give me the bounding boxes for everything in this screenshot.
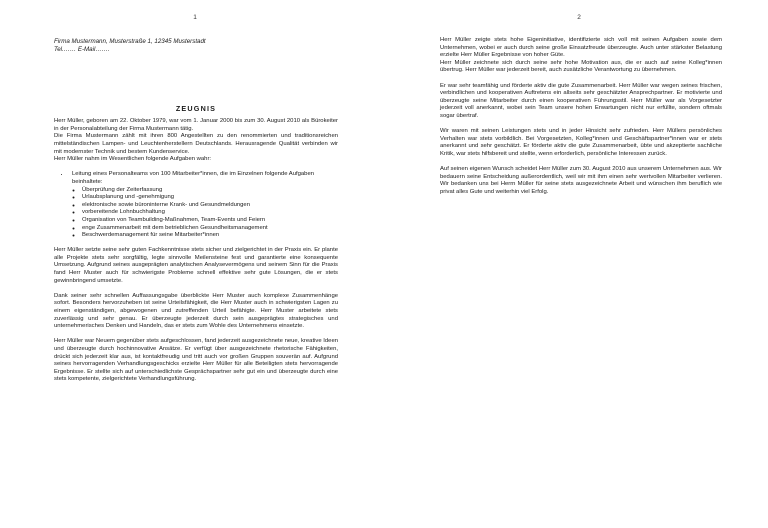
intro-line: Herr Müller nahm im Wesentlichen folgende Aufgaben wahr: — [54, 156, 212, 163]
page-number: 1 — [193, 14, 197, 21]
subtask-item: ◦ enge Zusammenarbeit mit dem betrieblichen Gesundheitsmanagement — [82, 225, 338, 233]
subtask-item: ◦ Organisation von Teambuilding-Maßnahmen, Team-Events und Feiern — [82, 217, 338, 225]
body-paragraph: Herr Müller setzte seine sehr guten Fachkenntnisse stets sicher und zielgerichtet in der Praxis ein. Er plante alle Projekte stets sehr sorgfältig, legte sinnvolle Meilensteine fest und garantierte eine konsequente Umsetzung. Aufgrund seines ausgeprägten analytischen Analysevermögens und seinem Sinn für die Praxis fand Herr Muster auch für schwierigste Probleme schnell effektive sehr gute Lösungen, die er stets gewinnbringend umsetzte. — [54, 247, 338, 284]
page-2 — [384, 0, 768, 528]
document-title: ZEUGNIS — [175, 103, 217, 113]
subtask-item: ◦ Urlaubsplanung und -genehmigung — [82, 194, 338, 202]
task-main-text: Leitung eines Personalteams von 100 Mitarbeiter*innen, die im Einzelnen folgende Aufgaben beinhaltete: — [72, 171, 315, 185]
task-list — [54, 171, 338, 239]
page-content — [54, 38, 338, 392]
letterhead-contact: Tel.…… E-Mail……. — [54, 45, 110, 53]
body-paragraph: Dank seiner sehr schnellen Auffassungsgabe überblickte Herr Muster auch komplexe Zusammenhänge sofort. Besonders hervorzuheben ist seine Urteilsfähigkeit, die Herr Muster auch in schwierigsten Lagen zu einem eigenständigen, abgewogenen und zutreffenden Urteil befähigte. Herr Muster arbeitete stets zuverlässig und sehr genau. Er überzeugte jederzeit durch sein ausgeprägtes strategisches und unternehmerisches Denken und Handeln, das er stets zum Wohle des Unternehmens einsetzte. — [54, 292, 338, 330]
body-paragraph: Wir waren mit seinen Leistungen stets und in jeder Hinsicht sehr zufrieden. Herr Müllers persönliches Verhalten war stets vorbildlich. Bei Vorgesetzten, Kolleg*innen und Geschäftspartner*innen war er stets anerkannt und sehr geschätzt. Er förderte aktiv die gute Zusammenarbeit, übte und akzeptierte sachliche Kritik, war stets hilfsbereit und stellte, wenn erforderlich, persönliche Interessen zurück. — [440, 128, 722, 157]
subtask-item: ◦ Überprüfung der Zeiterfassung — [82, 187, 338, 195]
letterhead — [54, 38, 338, 54]
body-paragraph: Er war sehr teamfähig und förderte aktiv die gute Zusammenarbeit. Herr Müller war wegen seines frischen, verbindlichen und kooperativen Auftretens ein allseits sehr geschätzter Ansprechpartner. Er motivierte und überzeugte seine Mitarbeiter durch einen kooperativen Führungsstil. Herr Müller war als Vorgesetzter jederzeit voll anerkannt, wobei sein Team unsere hohen Erwartungen nicht nur erfüllte, sondern oftmals sogar übertraf. — [440, 82, 722, 119]
page-number: 2 — [577, 14, 581, 21]
page-content — [440, 37, 722, 204]
task-list-item — [70, 171, 338, 239]
subtask-list — [72, 187, 338, 240]
intro-line: Herr Müller, geboren am 22. Oktober 1979, war vom 1. Januar 2000 bis zum 30. August 2010 als Bürokeiter in der Personalabteilung der Firma Mustermann tätig. — [54, 118, 338, 132]
subtask-item: ◦ Beschwerdemanagement für seine Mitarbeiter*innen — [82, 232, 338, 240]
subtask-item: ◦ elektronische sowie büroninterne Krank- und Gesundmeldungen — [82, 202, 338, 210]
intro-paragraph — [54, 118, 338, 164]
body-paragraph: Herr Müller war Neuem gegenüber stets aufgeschlossen, fand jederzeit ausgezeichnete neue, kreative Ideen und überzeugte durch hochinnovative Ansätze. Er verfügt über ausgezeichnete rhetorische Fähigkeiten, drückt sich jederzeit klar aus, ist kontaktfreudig und tritt auch vor großen Gruppen souverän auf. Aufgrund seines hervorragenden Verhandlungsgeschicks erzielte Herr Müller für alle Beteiligten stets hervorragende Ergebnisse. Er stellte sich auf unterschiedlichste Gesprächspartner sehr gut ein und überzeugte durch eine stets kompetente, zielgerichtete Verhandlungsführung. — [54, 338, 338, 383]
body-paragraph: Auf seinen eigenen Wunsch scheidet Herr Müller zum 30. August 2010 aus unserem Unternehmen aus. Wir bedauern seine Entscheidung außerordentlich, weil wir mit ihm einen sehr wertvollen Mitarbeiter verlieren. Wir bedanken uns bei Herrn Müller für seine stets ausgezeichnete Arbeit und wünschen ihm beruflich wie privat alles Gute und weiterhin viel Erfolg. — [440, 166, 722, 195]
subtask-item: ◦ vorbereitende Lohnbuchhaltung — [82, 209, 338, 217]
intro-line: Die Firma Mustermann zählt mit ihren 800 Angestellten zu den renommierten und traditionsreichen mittelständischen Lampen- und Leuchtenherstellern Deutschlands. Herausragende Qualität verbinden wir mit modernster Technik und bestem Kundenservice. — [54, 133, 338, 155]
letterhead-address: Firma Mustermann, Musterstraße 1, 12345 Musterstadt — [54, 38, 206, 45]
body-paragraph: Herr Müller zeigte stets hohe Eigeninitiative, identifizierte sich voll mit seinen Aufgaben sowie dem Unternehmen, wobei er auch durch seine große Einsatzfreude überzeugte. Auch unter stärkster Belastung erzielte Herr Müller Ergebnisse von hoher Güte. Herr Müller zeichnete sich durch seine sehr hohe Motivation aus, die er auch auf seine Kolleg*innen übertrug. Herr Müller war jederzeit bereit, auch zusätzliche Verantwortung zu übernehmen. — [440, 37, 722, 74]
